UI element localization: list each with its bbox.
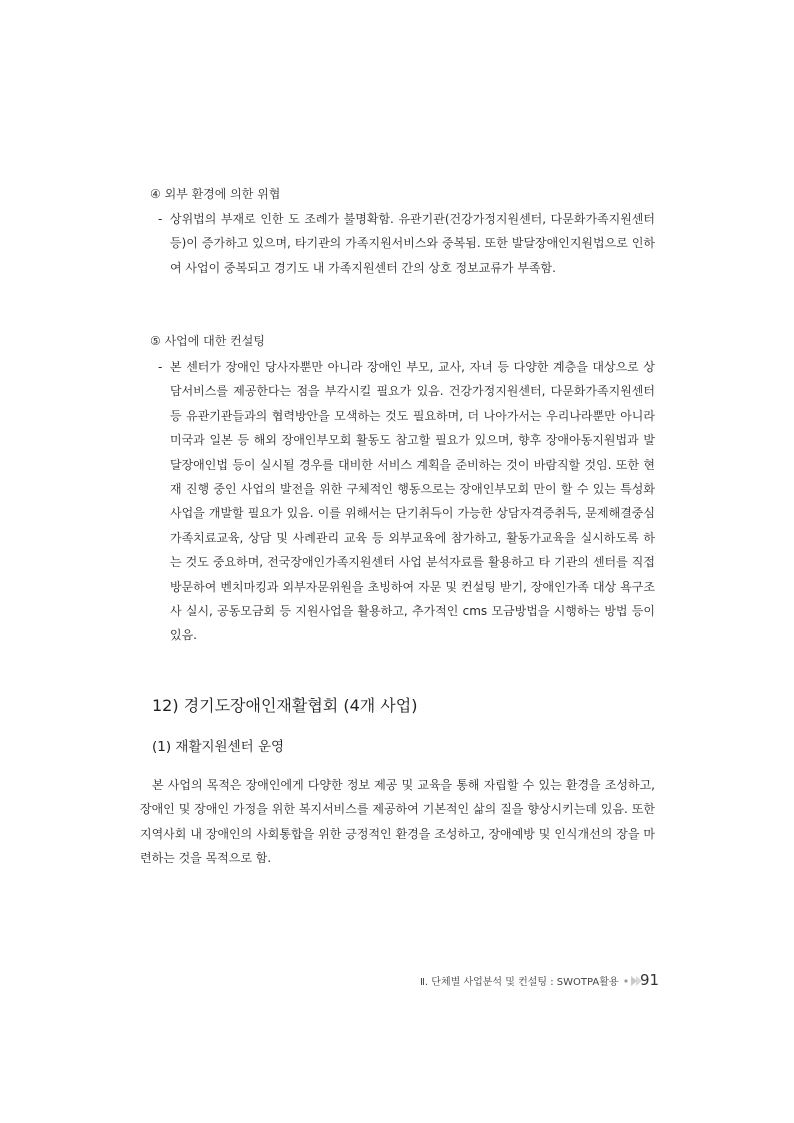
page-number: 91 [640,971,660,989]
item4-bullet [158,207,655,280]
item5-dash: - [158,360,163,374]
item4-heading: ④ 외부 환경에 의한 위협 [150,187,281,201]
item5-heading: ⑤ 사업에 대한 컨설팅 [150,334,265,348]
subsection-title: (1) 재활지원센터 운영 [152,739,285,755]
subsection-paragraph: 본 사업의 목적은 장애인에게 다양한 정보 제공 및 교육을 통해 자립할 수 있는 환경을 조성하고, 장애인 및 장애인 가정을 위한 복지서비스를 제공하여 기본적인 삶의 질을 향상시키는데 있음. 또한 지역사회 내 장애인의 사회통합을 위한 긍정적인 환경을 조성하고, 장애예방 및 인식개선의 장을 마련하는 것을 목적으로 함. [140,778,655,866]
footer-chapter-label: Ⅱ. 단체별 사업분석 및 컨설팅 : SWOTPA활용 [420,977,619,988]
item5-bullet [158,355,655,648]
page-footer [420,973,651,988]
item5-text: 본 센터가 장애인 당사자뿐만 아니라 장애인 부모, 교사, 자녀 등 다양한 계층을 대상으로 상담서비스를 제공한다는 점을 부각시킬 필요가 있음. 건강가정지원센터, 다문화가족지원센터 등 유관기관들과의 협력방안을 모색하는 것도 필요하며, 더 나아가서는 우리나라뿐만 아니라 미국과 일본 등 해외 장애인부모회 활동도 참고할 필요가 있으며, 향후 장애아동지원법과 발달장애인법 등이 실시될 경우를 대비한 서비스 계획을 준비하는 것이 바람직할 것임. 또한 현재 진행 중인 사업의 발전을 위한 구체적인 행동으로는 장애인부모회 만이 할 수 있는 특성화사업을 개발할 필요가 있음. 이를 위해서는 단기취득이 가능한 상담자격증취득, 문제해결중심 가족치료교육, 상담 및 사례관리 교육 등 외부교육에 참가하고, 활동가교육을 실시하도록 하는 것도 중요하며, 전국장애인가족지원센터 사업 분석자료를 활용하고 타 기관의 센터를 직접 방문하여 벤치마킹과 외부자문위원을 초빙하여 자문 및 컨설팅 받기, 장애인가족 대상 욕구조사 실시, 공동모금회 등 지원사업을 활용하고, 추가적인 cms 모금방법을 시행하는 방법 등이 있음. [170,360,655,643]
item4-dash: - [158,212,163,226]
section-title: 12) 경기도장애인재활협회 (4개 사업) [152,696,418,715]
item4-text: 상위법의 부재로 인한 도 조례가 불명확함. 유관기관(건강가정지원센터, 다문화가족지원센터 등)이 증가하고 있으며, 타기관의 가족지원서비스와 중복됨. 또한 발달장애인지원법으로 인하여 사업이 중복되고 경기도 내 가족지원센터 간의 상호 정보교류가 부족함. [170,212,655,275]
